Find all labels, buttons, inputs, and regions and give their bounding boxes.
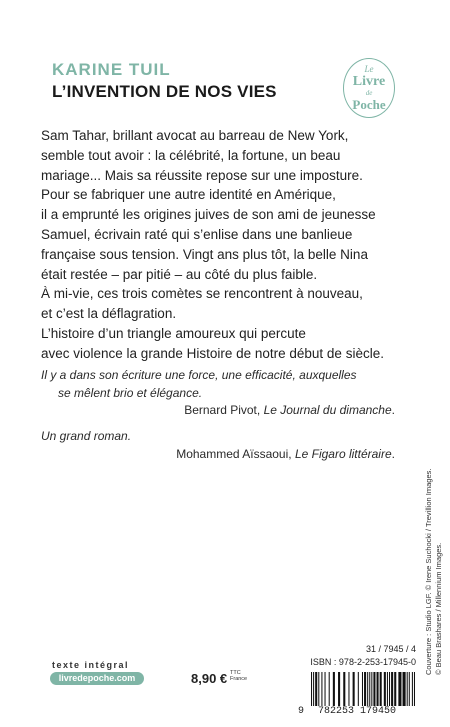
synopsis-line: L’histoire d’un triangle amoureux qui percute [41, 325, 306, 341]
synopsis-line: était restée – par pitié – au côté du plus faible. [41, 266, 318, 282]
barcode-bar [412, 672, 413, 706]
barcode-bar [377, 672, 379, 706]
author-name: KARINE TUIL [52, 60, 171, 79]
logo-line-4: Poche [352, 97, 386, 112]
synopsis-line: Samuel, écrivain raté qui s’enlise dans une banlieue [41, 226, 353, 242]
barcode-number [298, 706, 418, 717]
barcode [311, 672, 415, 706]
synopsis-line: Pour se fabriquer une autre identité en Amérique, [41, 187, 336, 203]
catalog-number: 31 / 7945 / 4 [365, 644, 416, 654]
quote-source-end: . [391, 403, 395, 417]
barcode-digit-group-1: 782253 [318, 706, 355, 717]
logo-line-3: de [365, 89, 373, 97]
synopsis-line: et c’est la déflagration. [41, 306, 177, 322]
synopsis-line: française sous tension. Vingt ans plus tôt, la belle Nina [41, 246, 368, 262]
price: 8,90 € [191, 671, 228, 686]
barcode-bar [321, 672, 322, 706]
barcode-bar [315, 672, 317, 706]
quote-source [41, 446, 395, 464]
barcode-bar [348, 672, 349, 706]
catalog-codes [310, 643, 416, 669]
cover-credits [424, 468, 443, 675]
barcode-bar [343, 672, 345, 706]
credits-line: © Beau Brashares / Millennium Images. [434, 542, 443, 675]
barcode-bar [407, 672, 408, 706]
barcode-bar [403, 672, 406, 706]
price-note-line: France [230, 676, 248, 682]
barcode-bar [353, 672, 355, 706]
quote-source-end: . [391, 446, 395, 461]
logo-line-1: Le [364, 64, 374, 74]
logo-line-2: Livre [352, 74, 386, 89]
synopsis-line: mariage... Mais sa réussite repose sur une imposture. [41, 167, 363, 183]
barcode-bar [362, 672, 363, 706]
quote-source [41, 402, 395, 420]
credits-line: Couverture : Studio LGF. © Irene Suchocki / Trevillion Images. [424, 468, 433, 675]
barcode-bar [384, 672, 386, 706]
price-note [230, 670, 247, 682]
barcode-bar [329, 672, 330, 706]
barcode-bar [394, 672, 396, 706]
barcode-bar [373, 672, 375, 706]
barcode-bar [338, 672, 340, 706]
barcode-bar [387, 672, 388, 706]
quote-source-author: Bernard Pivot, [184, 403, 264, 417]
quote-source-work: Le Journal du dimanche [263, 403, 392, 417]
barcode-bar [325, 672, 326, 706]
synopsis-line: il a emprunté les origines juives de son ami de jeunesse [41, 207, 376, 223]
barcode-bar [391, 672, 393, 706]
barcode-bar [398, 672, 401, 706]
barcode-bar [358, 672, 359, 706]
barcode-bar [409, 672, 410, 706]
barcode-bar [318, 672, 319, 706]
barcode-bar [369, 672, 370, 706]
barcode-bar [311, 672, 312, 706]
price-note-line: TTC [230, 670, 241, 676]
book-title: L’INVENTION DE NOS VIES [52, 82, 277, 101]
website-badge: livredepoche.com [50, 672, 144, 685]
quote-text-line: Il y a dans son écriture une force, une efficacité, auxquelles [41, 368, 357, 382]
quote-text-line: Un grand roman. [41, 429, 132, 443]
press-quote-aissaoui [41, 428, 395, 463]
synopsis [41, 126, 421, 364]
synopsis-line: Sam Tahar, brillant avocat au barreau de New York, [41, 128, 349, 143]
texte-integral-label: texte intégral [52, 660, 130, 670]
publisher-logo [343, 58, 395, 118]
synopsis-line: À mi-vie, ces trois comètes se rencontrent à nouveau, [41, 286, 363, 302]
isbn: ISBN : 978-2-253-17945-0 [310, 657, 416, 667]
quote-text-line: se mêlent brio et élégance. [58, 385, 203, 400]
quote-source-author: Mohammed Aïssaoui, [176, 446, 295, 461]
synopsis-line: semble tout avoir : la célébrité, la fortune, un beau [41, 147, 341, 163]
barcode-bar [414, 672, 415, 706]
barcode-bar [367, 672, 368, 706]
press-quote-pivot [41, 367, 395, 420]
barcode-bar [313, 672, 314, 706]
barcode-digit-first: 9 [298, 706, 305, 717]
barcode-bar [333, 672, 335, 706]
barcode-bar [371, 672, 372, 706]
quote-source-work: Le Figaro littéraire [294, 446, 392, 461]
barcode-bar [364, 672, 366, 706]
barcode-digit-group-2: 179450 [360, 706, 397, 717]
synopsis-line: avec violence la grande Histoire de notre début de siècle. [41, 345, 384, 361]
barcode-bar [389, 672, 390, 706]
barcode-bar [380, 672, 382, 706]
